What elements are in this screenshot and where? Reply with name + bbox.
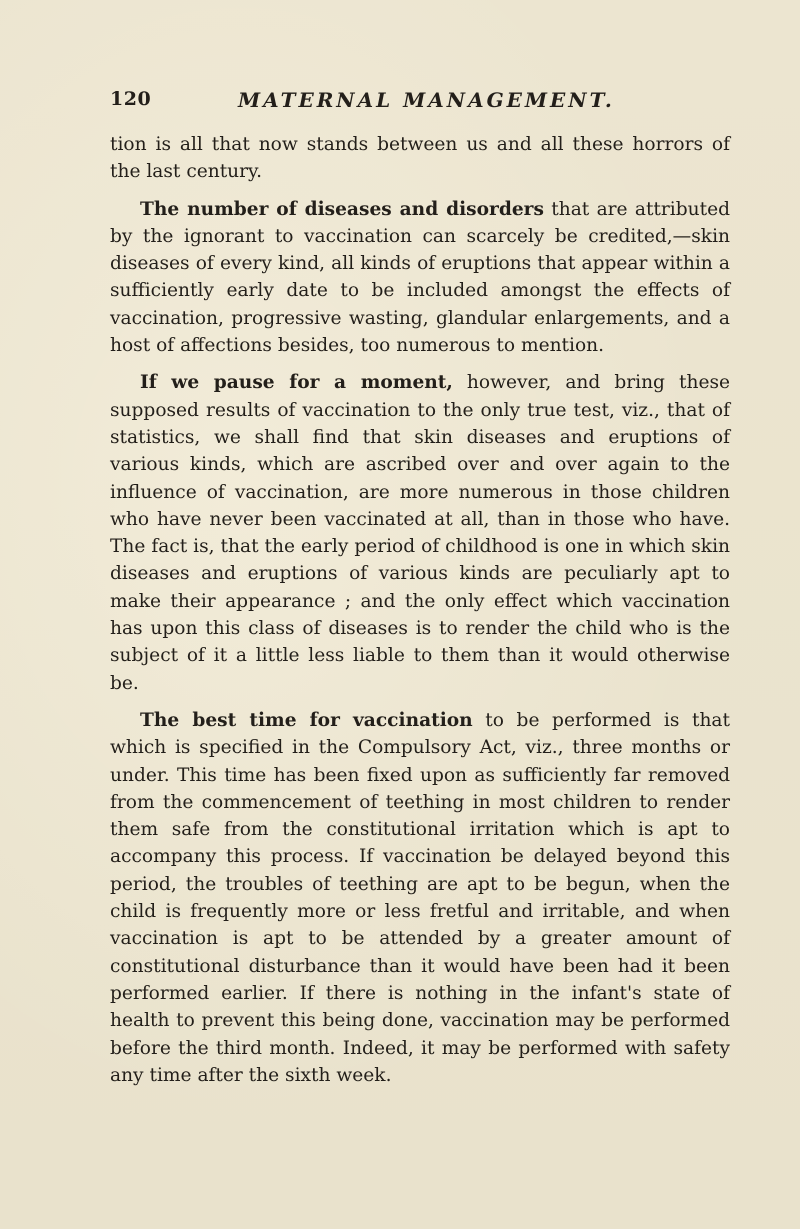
paragraph-lead: The number of diseases and disorders: [140, 198, 544, 220]
paragraph: [110, 131, 730, 186]
page-number: 120: [110, 88, 152, 110]
paragraph-text: that are attributed by the ignorant to vaccination can scarcely be credited,—skin diseases of every kind, all kinds of eruptions that appear within a sufficiently early date to be included amongst the effects of vaccination, progressive wasting, glandular enlargements, and a host of affections besides, too numerous to mention.: [110, 198, 730, 357]
paragraph: [110, 196, 730, 360]
paragraph-lead: The best time for vaccination: [140, 709, 473, 731]
page-header: [110, 88, 730, 118]
paragraph-text: tion is all that now stands between us and all these horrors of the last century.: [110, 134, 730, 183]
paragraph-text: to be performed is that which is specified in the Compulsory Act, viz., three months or under. This time has been fixed upon as sufficiently far removed from the commencement of teething in most children to render them safe from the constitutional irritation which is apt to accompany this process. If vaccination be delayed beyond this period, the troubles of teething are apt to be begun, when the child is frequently more or less fretful and irritable, and when vaccination is apt to be attended by a greater amount of constitutional disturbance than it would have been had it been performed earlier. If there is nothing in the infant's state of health to prevent this being done, vaccination may be performed before the third month. Indeed, it may be performed with safety any time after the sixth week.: [110, 709, 730, 1086]
running-head: MATERNAL MANAGEMENT.: [238, 88, 615, 112]
paragraph: [110, 369, 730, 697]
paragraph-lead: If we pause for a moment,: [140, 372, 453, 394]
paragraph-text: however, and bring these supposed results of vaccination to the only true test, viz., that of statistics, we shall find that skin diseases and eruptions of various kinds, which are ascribed over and over again to the influence of vaccination, are more numerous in those children who have never been vaccinated at all, than in those who have. The fact is, that the early period of childhood is one in which skin diseases and eruptions of various kinds are peculiarly apt to make their appearance ; and the only effect which vaccination has upon this class of diseases is to render the child who is the subject of it a little less liable to them than it would otherwise be.: [110, 372, 730, 694]
body-text: [110, 131, 730, 1099]
paragraph: [110, 707, 730, 1089]
